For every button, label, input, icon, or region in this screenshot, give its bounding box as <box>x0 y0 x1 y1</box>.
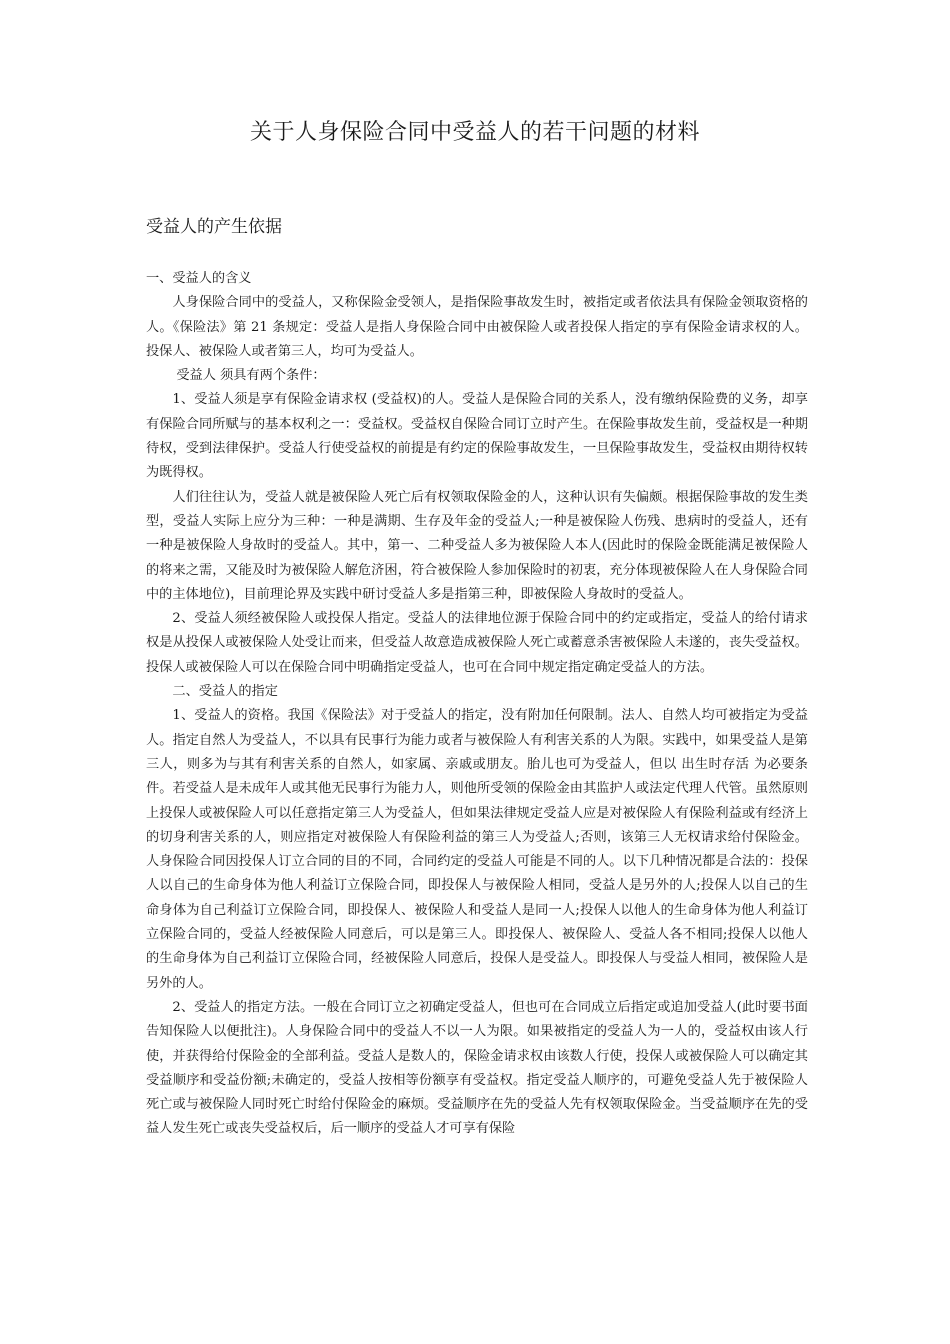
document-body <box>146 267 808 1142</box>
paragraph-qualification: 1、受益人的资格。我国《保险法》对于受益人的指定，没有附加任何限制。法人、自然人均可被指定为受益人。指定自然人为受益人，不以具有民事行为能力或者与被保险人有利害关系的人为限。实践中，如果受益人是第三人，则多为与其有利害关系的自然人，如家属、亲戚或朋友。胎儿也可为受益人，但以 出生时存活 为必要条件。若受益人是未成年人或其他无民事行为能力人，则他所受领的保险金由其监护人或法定代理人代管。虽然原则上投保人或被保险人可以任意指定第三人为受益人，但如果法律规定受益人应是对被保险人有保险利益或有经济上的切身利害关系的人，则应指定对被保险人有保险利益的第三人为受益人;否则，该第三人无权请求给付保险金。人身保险合同因投保人订立合同的目的不同，合同约定的受益人可能是不同的人。以下几种情况都是合法的：投保人以自己的生命身体为他人利益订立保险合同，即投保人与被保险人相同，受益人是另外的人;投保人以自己的生命身体为自己利益订立保险合同，即投保人、被保险人和受益人是同一人;投保人以他人的生命身体为他人利益订立保险合同的，受益人经被保险人同意后，可以是第三人。即投保人、被保险人、受益人各不相同;投保人以他人的生命身体为自己利益订立保险合同，经被保险人同意后，投保人是受益人。即投保人与受益人相同，被保险人是另外的人。 <box>146 708 808 991</box>
subheading-designation: 二、受益人的指定 <box>172 684 278 700</box>
paragraph-designation-method: 2、受益人的指定方法。一般在合同订立之初确定受益人，但也可在合同成立后指定或追加受益人(此时要书面告知保险人以便批注)。人身保险合同中的受益人不以一人为限。如果被指定的受益人为一人的，受益权由该人行使，并获得给付保险金的全部利益。受益人是数人的，保险金请求权由该数人行使，投保人或被保险人可以确定其受益顺序和受益份额;未确定的，受益人按相等份额享有受益权。指定受益人顺序的，可避免受益人先于被保险人死亡或与被保险人同时死亡时给付保险金的麻烦。受益顺序在先的受益人先有权领取保险金。当受益顺序在先的受益人发生死亡或丧失受益权后，后一顺序的受益人才可享有保险 <box>146 999 808 1137</box>
section-heading: 受益人的产生依据 <box>146 217 282 237</box>
paragraph-condition-2: 2、受益人须经被保险人或投保人指定。受益人的法律地位源于保险合同中的约定或指定，受益人的给付请求权是从投保人或被保险人处受让而来，但受益人故意造成被保险人死亡或蓄意杀害被保险人未遂的，丧失受益权。投保人或被保险人可以在保险合同中明确指定受益人，也可在合同中规定指定确定受益人的方法。 <box>146 611 808 675</box>
paragraph-definition: 人身保险合同中的受益人，又称保险金受领人，是指保险事故发生时，被指定或者依法具有保险金领取资格的人。《保险法》第 21 条规定：受益人是指人身保险合同中由被保险人或者投保人指定的享有保险金请求权的人。投保人、被保险人或者第三人，均可为受益人。 <box>146 295 808 359</box>
document-title: 关于人身保险合同中受益人的若干问题的材料 <box>249 120 700 145</box>
paragraph-conditions-intro: 受益人 须具有两个条件： <box>176 368 326 384</box>
paragraph-condition-1: 1、受益人须是享有保险金请求权 (受益权)的人。受益人是保险合同的关系人，没有缴纳保险费的义务，却享有保险合同所赋与的基本权利之一：受益权。受益权自保险合同订立时产生。在保险事故发生前，受益权是一种期待权，受到法律保护。受益人行使受益权的前提是有约定的保险事故发生，一旦保险事故发生，受益权由期待权转为既得权。 <box>146 392 808 481</box>
paragraph-beneficiary-types: 人们往往认为，受益人就是被保险人死亡后有权领取保险金的人，这种认识有失偏颇。根据保险事故的发生类型，受益人实际上应分为三种：一种是满期、生存及年金的受益人;一种是被保险人伤残、患病时的受益人，还有一种是被保险人身故时的受益人。其中，第一、二种受益人多为被保险人本人(因此时的保险金既能满足被保险人的将来之需，又能及时为被保险人解危济困，符合被保险人参加保险时的初衷，充分体现被保险人在人身保险合同中的主体地位)，目前理论界及实践中研讨受益人多是指第三种，即被保险人身故时的受益人。 <box>146 489 808 602</box>
subheading-meaning: 一、受益人的含义 <box>146 271 252 286</box>
